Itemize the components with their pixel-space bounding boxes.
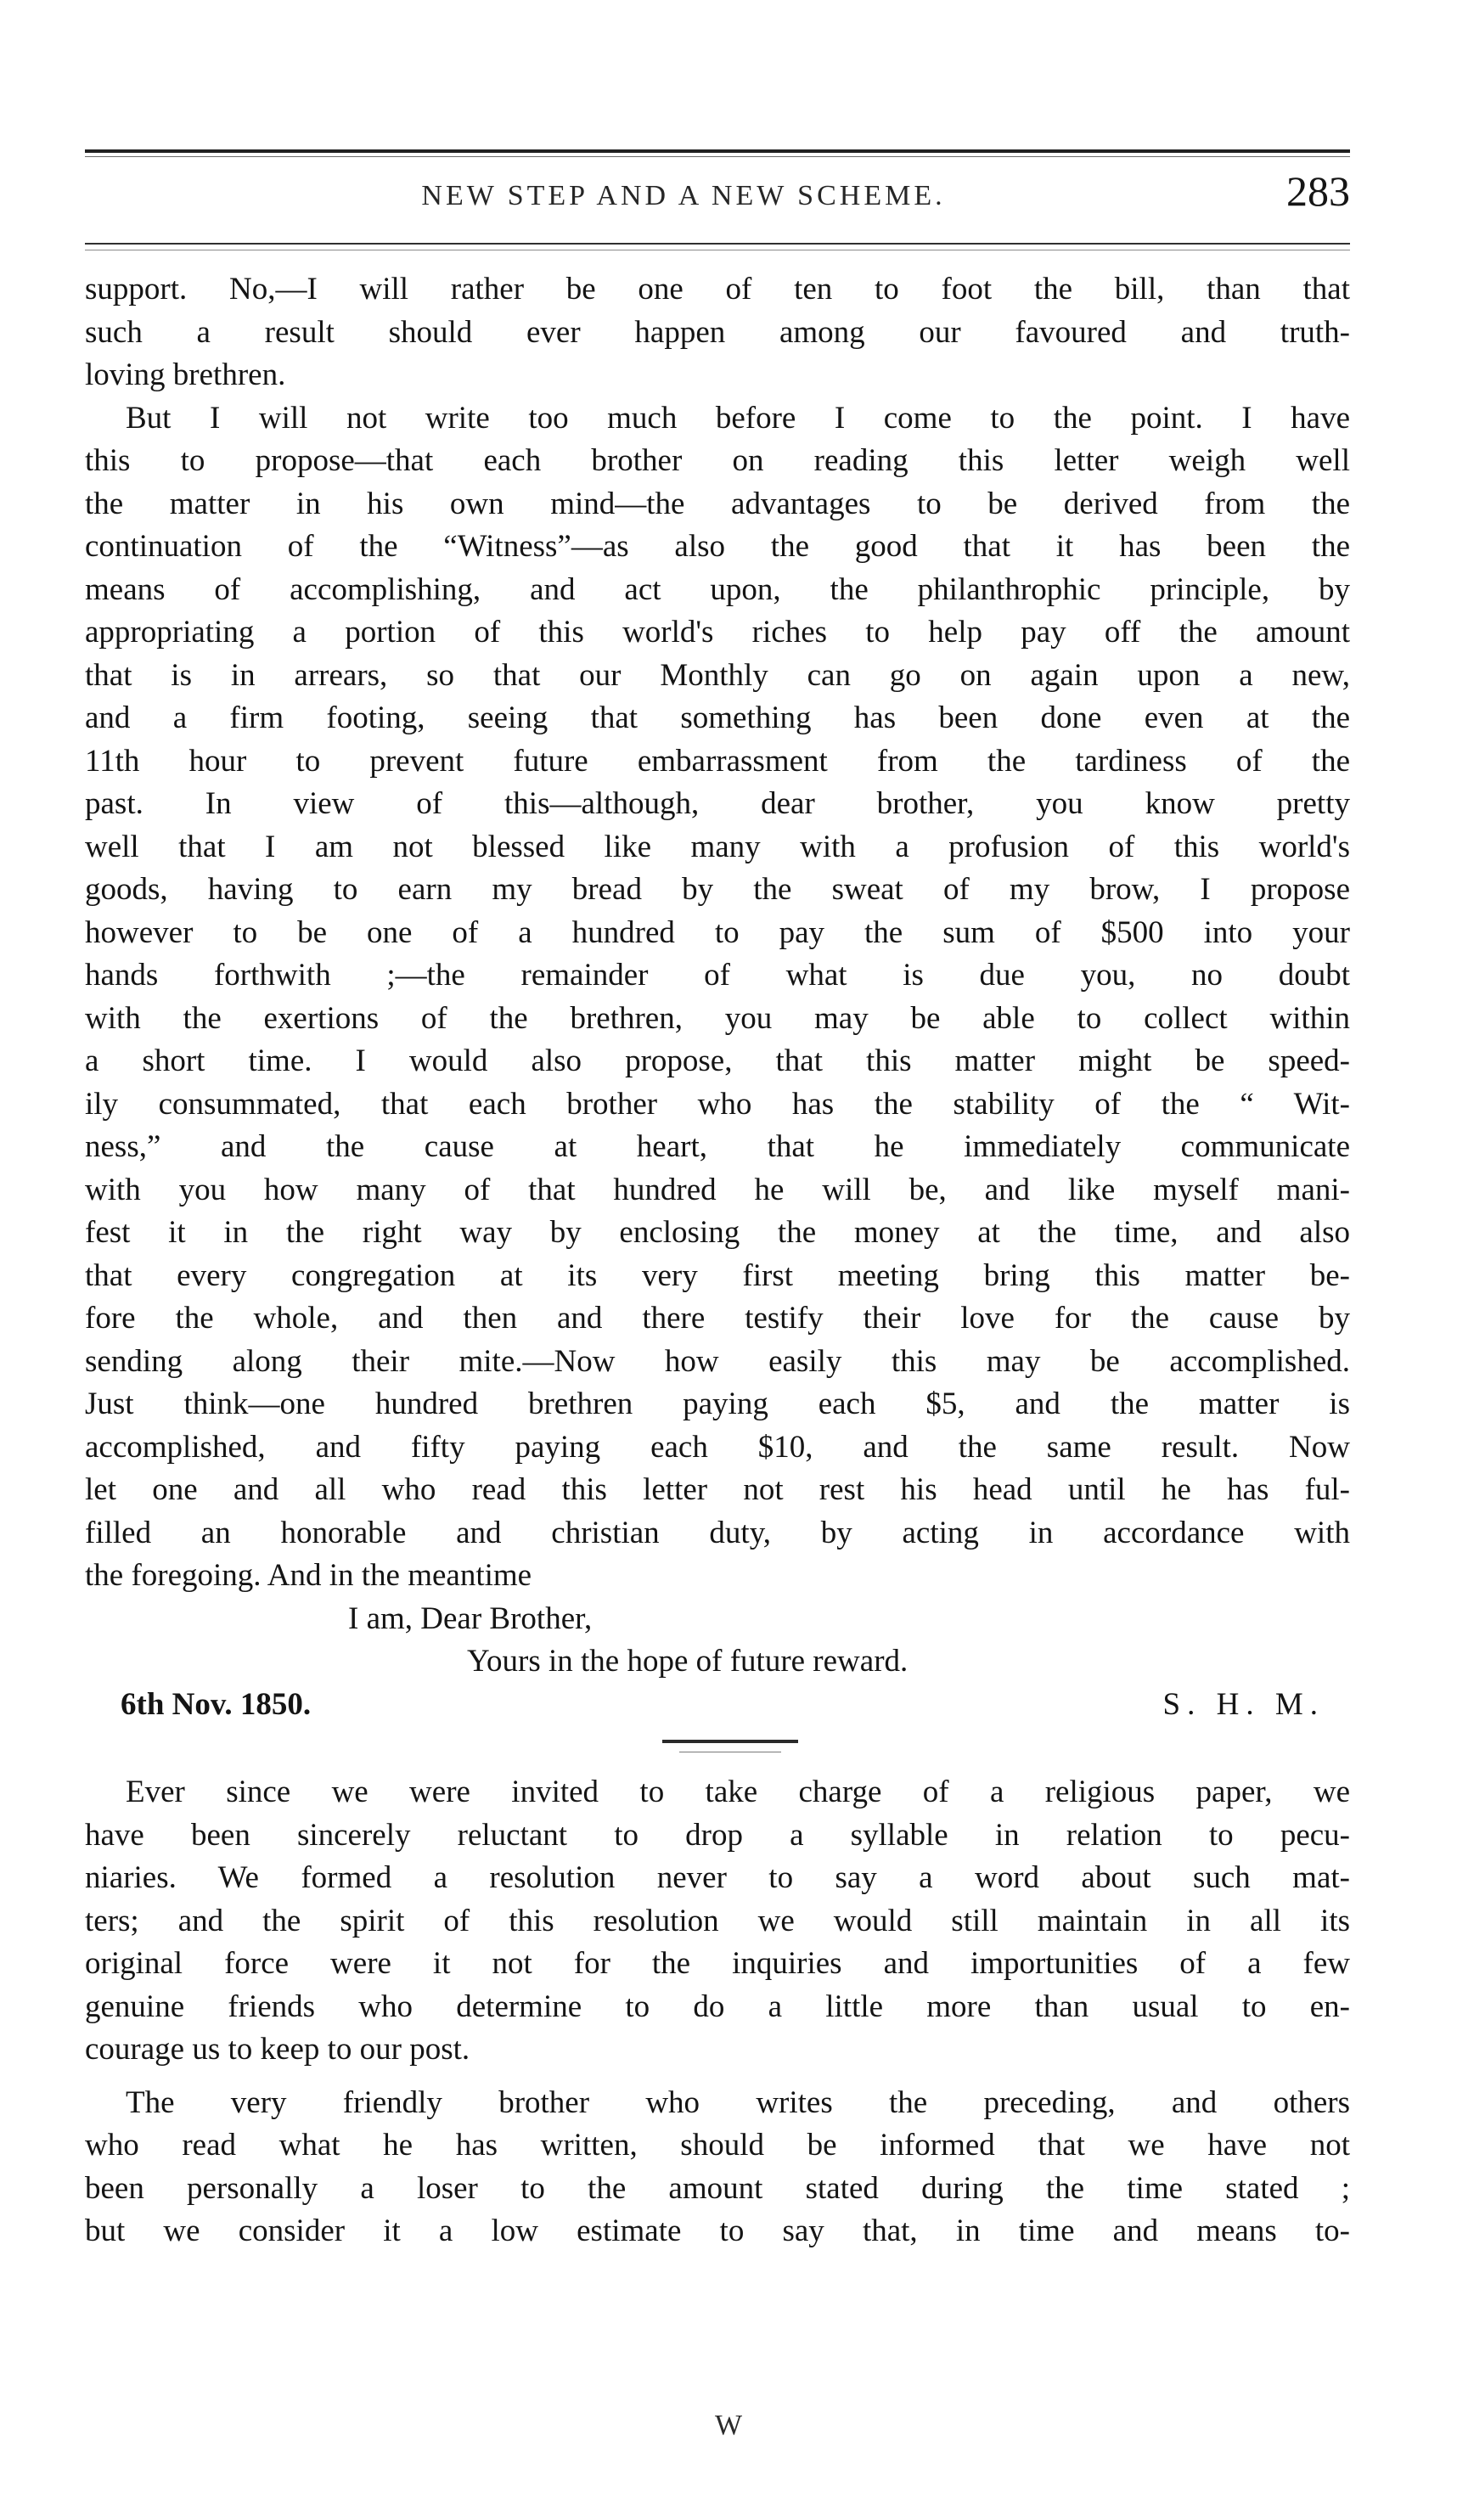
text-line: ness,” and the cause at heart, that he immediately communicate (85, 1129, 1350, 1164)
letter-salutation: I am, Dear Brother, (348, 1600, 593, 1636)
text-line: loving brethren. (85, 357, 286, 392)
text-line: with the exertions of the brethren, you may be able to collect within (85, 1000, 1350, 1036)
text-line: hands forthwith ;—the remainder of what is due you, no doubt (85, 958, 1350, 993)
text-line: original force were it not for the inquiries and importunities of a few (85, 1946, 1350, 1981)
page-number: 283 (1286, 167, 1350, 215)
letter-signature-initials: S. H. M. (1162, 1686, 1325, 1722)
text-line: But I will not write too much before I come to the point. I have (126, 400, 1350, 436)
letter-date: 6th Nov. 1850. (121, 1686, 312, 1722)
editorial-paragraph-1 (85, 1771, 1350, 2072)
text-line: been personally a loser to the amount stated during the time stated ; (85, 2170, 1350, 2206)
text-line: fore the whole, and then and there testify their love for the cause by (85, 1301, 1350, 1336)
text-line: appropriating a portion of this world's riches to help pay off the amount (85, 615, 1350, 650)
text-line: but we consider it a low estimate to say that, in time and means to- (85, 2213, 1350, 2248)
text-line: that is in arrears, so that our Monthly can go on again upon a new, (85, 657, 1350, 693)
text-line: with you how many of that hundred he will be, and like myself mani- (85, 1172, 1350, 1207)
text-line: Ever since we were invited to take charge of a religious paper, we (126, 1775, 1350, 1809)
running-head: NEW STEP AND A NEW SCHEME. (421, 180, 946, 211)
text-line: that every congregation at its very first meeting bring this matter be- (85, 1257, 1350, 1293)
text-line: past. In view of this—although, dear brother, you know pretty (85, 786, 1350, 821)
text-line: sending along their mite.—Now how easily this may be accomplished. (85, 1343, 1350, 1379)
top-rule-thin (85, 156, 1350, 157)
top-rule (85, 149, 1350, 153)
section-divider (662, 1740, 798, 1743)
paragraph-gap (85, 2072, 1350, 2082)
text-line: and a firm footing, seeing that something has been done even at the (85, 700, 1350, 735)
header-rule (85, 243, 1350, 245)
letter-proposal-paragraph (85, 397, 1350, 1598)
text-line: courage us to keep to our post. (85, 2032, 470, 2067)
text-line: this to propose—that each brother on reading this letter weigh well (85, 443, 1350, 478)
text-line: well that I am not blessed like many with a profusion of this world's (85, 829, 1350, 864)
text-line: genuine friends who determine to do a little more than usual to en- (85, 1988, 1350, 2024)
text-line: Just think—one hundred brethren paying each $5, and the matter is (85, 1387, 1350, 1421)
text-line: who read what he has written, should be informed that we have not (85, 2128, 1350, 2163)
text-line: support. No,—I will rather be one of ten to foot the bill, than that (85, 272, 1350, 307)
text-line: means of accomplishing, and act upon, the philanthrophic principle, by (85, 571, 1350, 607)
letter-dateline (85, 1684, 1350, 1727)
text-line: have been sincerely reluctant to drop a syllable in relation to pecu- (85, 1817, 1350, 1853)
text-line: goods, having to earn my bread by the sweat of my brow, I propose (85, 872, 1350, 907)
text-line: 11th hour to prevent future embarrassment from the tardiness of the (85, 743, 1350, 779)
text-line: niaries. We formed a resolution never to say a word about such mat- (85, 1860, 1350, 1895)
letter-opening-paragraph (85, 268, 1350, 397)
text-line: let one and all who read this letter not rest his head until he has ful- (85, 1472, 1350, 1507)
text-line: ters; and the spirit of this resolution we would still maintain in all its (85, 1903, 1350, 1938)
printer-signature-mark: W (714, 2410, 743, 2441)
text-line: fest it in the right way by enclosing the money at the time, and also (85, 1215, 1350, 1250)
text-line: a short time. I would also propose, that this matter might be speed- (85, 1043, 1350, 1078)
body-text (85, 268, 1350, 2253)
text-line: accomplished, and fifty paying each $10, and the same result. Now (85, 1429, 1350, 1465)
editorial-paragraph-2 (85, 2082, 1350, 2253)
text-line: continuation of the “Witness”—as also the good that it has been the (85, 529, 1350, 564)
text-line: the foregoing. And in the meantime (85, 1558, 532, 1593)
letter-valediction: Yours in the hope of future reward. (467, 1644, 909, 1679)
text-line: filled an honorable and christian duty, by acting in accordance with (85, 1515, 1350, 1550)
text-line: the matter in his own mind—the advantages to be derived from the (85, 486, 1350, 521)
text-line: such a result should ever happen among our favoured and truth- (85, 314, 1350, 350)
text-line: however to be one of a hundred to pay the sum of $500 into your (85, 914, 1350, 950)
text-line: The very friendly brother who writes the preceding, and others (126, 2084, 1350, 2120)
text-line: ily consummated, that each brother who has the stability of the “ Wit- (85, 1086, 1350, 1122)
